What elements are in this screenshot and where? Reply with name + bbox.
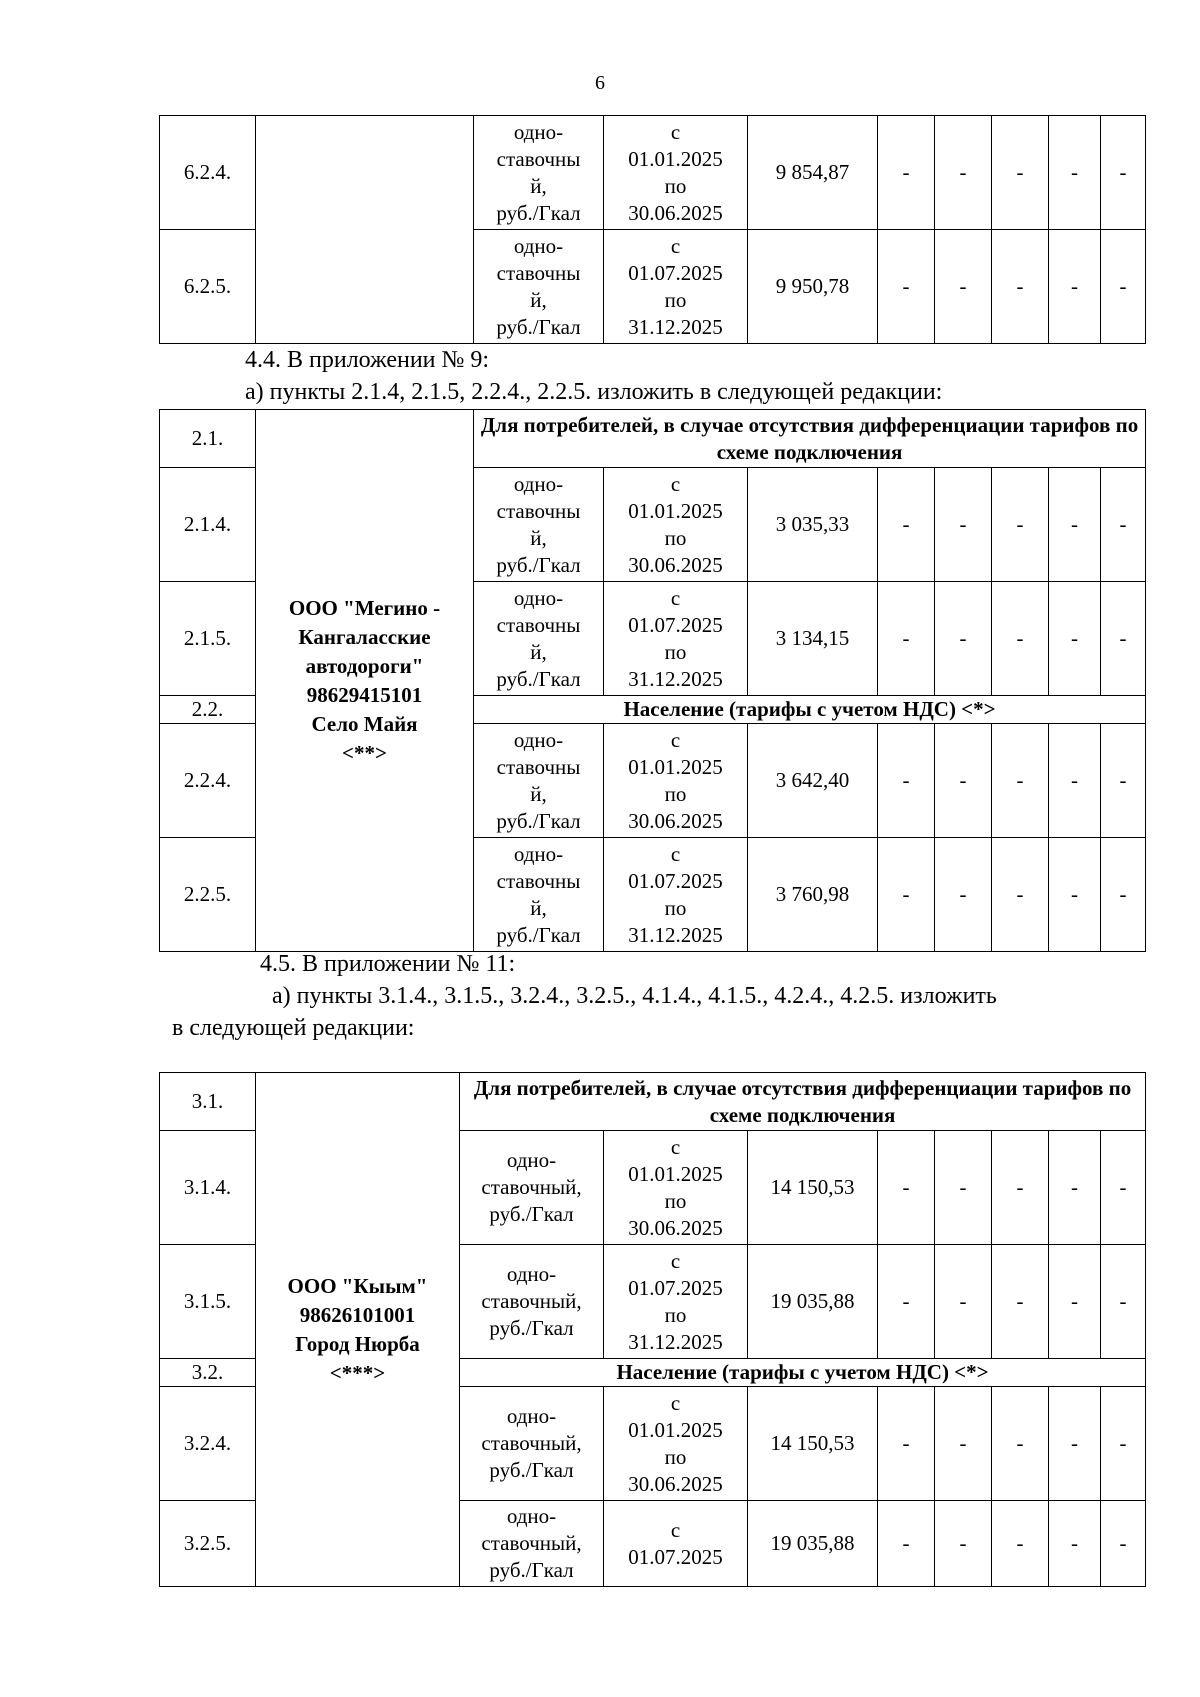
period-cell: с 01.01.2025 по 30.06.2025 bbox=[604, 1387, 748, 1501]
table-2-block bbox=[159, 409, 1146, 952]
row-code: 3.2.5. bbox=[160, 1501, 256, 1587]
page-number: 6 bbox=[595, 72, 605, 94]
table-1-block bbox=[159, 115, 1146, 344]
row-code: 3.1. bbox=[160, 1073, 256, 1131]
dash-cell: - bbox=[1101, 1245, 1146, 1359]
tariff-value: 19 035,88 bbox=[748, 1245, 878, 1359]
section-4-5-line-b: в следующей редакции: bbox=[172, 1015, 415, 1041]
period-cell: с 01.01.2025 по 30.06.2025 bbox=[604, 724, 748, 838]
row-code: 2.1.5. bbox=[160, 582, 256, 696]
period-cell: с 01.01.2025 по 30.06.2025 bbox=[604, 1131, 748, 1245]
dash-cell: - bbox=[1101, 582, 1146, 696]
dash-cell: - bbox=[992, 116, 1049, 230]
dash-cell: - bbox=[992, 1387, 1049, 1501]
period-cell: с 01.07.2025 bbox=[604, 1501, 748, 1587]
dash-cell: - bbox=[935, 1131, 992, 1245]
dash-cell: - bbox=[878, 116, 935, 230]
dash-cell: - bbox=[1101, 724, 1146, 838]
dash-cell: - bbox=[878, 582, 935, 696]
section-header: Население (тарифы с учетом НДС) <*> bbox=[460, 1359, 1146, 1387]
tariff-table-1 bbox=[159, 115, 1146, 344]
row-code: 3.2. bbox=[160, 1359, 256, 1387]
tariff-value: 9 950,78 bbox=[748, 230, 878, 344]
dash-cell: - bbox=[1101, 1501, 1146, 1587]
dash-cell: - bbox=[1101, 116, 1146, 230]
dash-cell: - bbox=[1101, 230, 1146, 344]
section-header: Для потребителей, в случае отсутствия дифференциации тарифов по схеме подключения bbox=[474, 410, 1146, 468]
dash-cell: - bbox=[878, 1131, 935, 1245]
table-3-block bbox=[159, 1072, 1146, 1587]
row-code: 2.1. bbox=[160, 410, 256, 468]
dash-cell: - bbox=[1049, 1501, 1101, 1587]
dash-cell: - bbox=[1049, 582, 1101, 696]
section-4-4-line-a: а) пункты 2.1.4, 2.1.5, 2.2.4., 2.2.5. изложить в следующей редакции: bbox=[245, 379, 943, 405]
dash-cell: - bbox=[935, 582, 992, 696]
dash-cell: - bbox=[992, 468, 1049, 582]
dash-cell: - bbox=[878, 838, 935, 952]
dash-cell: - bbox=[1049, 468, 1101, 582]
dash-cell: - bbox=[878, 230, 935, 344]
dash-cell: - bbox=[1049, 838, 1101, 952]
tariff-value: 3 134,15 bbox=[748, 582, 878, 696]
tariff-value: 3 760,98 bbox=[748, 838, 878, 952]
row-code: 3.1.4. bbox=[160, 1131, 256, 1245]
dash-cell: - bbox=[992, 230, 1049, 344]
dash-cell: - bbox=[878, 468, 935, 582]
tariff-value: 14 150,53 bbox=[748, 1131, 878, 1245]
tariff-type: одно- ставочный, руб./Гкал bbox=[460, 1501, 604, 1587]
dash-cell: - bbox=[992, 838, 1049, 952]
row-code: 6.2.5. bbox=[160, 230, 256, 344]
dash-cell: - bbox=[878, 1245, 935, 1359]
section-4-5-heading: 4.5. В приложении № 11: bbox=[260, 951, 516, 977]
dash-cell: - bbox=[878, 724, 935, 838]
dash-cell: - bbox=[878, 1501, 935, 1587]
tariff-value: 3 035,33 bbox=[748, 468, 878, 582]
tariff-value: 9 854,87 bbox=[748, 116, 878, 230]
tariff-value: 19 035,88 bbox=[748, 1501, 878, 1587]
tariff-type: одно- ставочны й, руб./Гкал bbox=[474, 582, 604, 696]
dash-cell: - bbox=[1049, 724, 1101, 838]
dash-cell: - bbox=[1049, 1245, 1101, 1359]
dash-cell: - bbox=[1049, 1387, 1101, 1501]
row-code: 2.2.4. bbox=[160, 724, 256, 838]
organization-cell bbox=[256, 116, 474, 344]
dash-cell: - bbox=[1049, 116, 1101, 230]
table-row bbox=[160, 116, 1146, 230]
section-4-5-line-a: а) пункты 3.1.4., 3.1.5., 3.2.4., 3.2.5., 4.1.4., 4.1.5., 4.2.4., 4.2.5. изложить bbox=[272, 983, 997, 1009]
tariff-type: одно- ставочны й, руб./Гкал bbox=[474, 468, 604, 582]
tariff-type: одно- ставочны й, руб./Гкал bbox=[474, 724, 604, 838]
dash-cell: - bbox=[992, 1131, 1049, 1245]
dash-cell: - bbox=[992, 582, 1049, 696]
dash-cell: - bbox=[1101, 1131, 1146, 1245]
dash-cell: - bbox=[935, 1245, 992, 1359]
period-cell: с 01.07.2025 по 31.12.2025 bbox=[604, 838, 748, 952]
tariff-value: 3 642,40 bbox=[748, 724, 878, 838]
dash-cell: - bbox=[935, 230, 992, 344]
dash-cell: - bbox=[935, 838, 992, 952]
period-cell: с 01.07.2025 по 31.12.2025 bbox=[604, 230, 748, 344]
dash-cell: - bbox=[1049, 230, 1101, 344]
organization-cell: ООО "Кыым" 98626101001 Город Нюрба <***> bbox=[256, 1073, 460, 1587]
dash-cell: - bbox=[992, 724, 1049, 838]
organization-cell: ООО "Мегино - Кангаласские автодороги" 98629415101 Село Майя <**> bbox=[256, 410, 474, 952]
tariff-table-2 bbox=[159, 409, 1146, 952]
period-cell: с 01.07.2025 по 31.12.2025 bbox=[604, 1245, 748, 1359]
tariff-type: одно- ставочный, руб./Гкал bbox=[460, 1387, 604, 1501]
period-cell: с 01.01.2025 по 30.06.2025 bbox=[604, 468, 748, 582]
dash-cell: - bbox=[992, 1501, 1049, 1587]
tariff-type: одно- ставочный, руб./Гкал bbox=[460, 1131, 604, 1245]
dash-cell: - bbox=[992, 1245, 1049, 1359]
row-code: 3.2.4. bbox=[160, 1387, 256, 1501]
dash-cell: - bbox=[1101, 468, 1146, 582]
dash-cell: - bbox=[935, 1501, 992, 1587]
tariff-type: одно- ставочны й, руб./Гкал bbox=[474, 230, 604, 344]
row-code: 6.2.4. bbox=[160, 116, 256, 230]
section-header: Для потребителей, в случае отсутствия дифференциации тарифов по схеме подключения bbox=[460, 1073, 1146, 1131]
row-code: 2.2.5. bbox=[160, 838, 256, 952]
table-row bbox=[160, 410, 1146, 468]
section-header: Население (тарифы с учетом НДС) <*> bbox=[474, 696, 1146, 724]
table-row bbox=[160, 1073, 1146, 1131]
dash-cell: - bbox=[935, 1387, 992, 1501]
dash-cell: - bbox=[1049, 1131, 1101, 1245]
dash-cell: - bbox=[1101, 838, 1146, 952]
dash-cell: - bbox=[878, 1387, 935, 1501]
dash-cell: - bbox=[935, 116, 992, 230]
tariff-type: одно- ставочны й, руб./Гкал bbox=[474, 838, 604, 952]
row-code: 3.1.5. bbox=[160, 1245, 256, 1359]
section-4-4-heading: 4.4. В приложении № 9: bbox=[245, 347, 490, 373]
period-cell: с 01.07.2025 по 31.12.2025 bbox=[604, 582, 748, 696]
dash-cell: - bbox=[935, 468, 992, 582]
row-code: 2.2. bbox=[160, 696, 256, 724]
row-code: 2.1.4. bbox=[160, 468, 256, 582]
tariff-type: одно- ставочны й, руб./Гкал bbox=[474, 116, 604, 230]
tariff-type: одно- ставочный, руб./Гкал bbox=[460, 1245, 604, 1359]
dash-cell: - bbox=[1101, 1387, 1146, 1501]
tariff-value: 14 150,53 bbox=[748, 1387, 878, 1501]
dash-cell: - bbox=[935, 724, 992, 838]
period-cell: с 01.01.2025 по 30.06.2025 bbox=[604, 116, 748, 230]
tariff-table-3 bbox=[159, 1072, 1146, 1587]
